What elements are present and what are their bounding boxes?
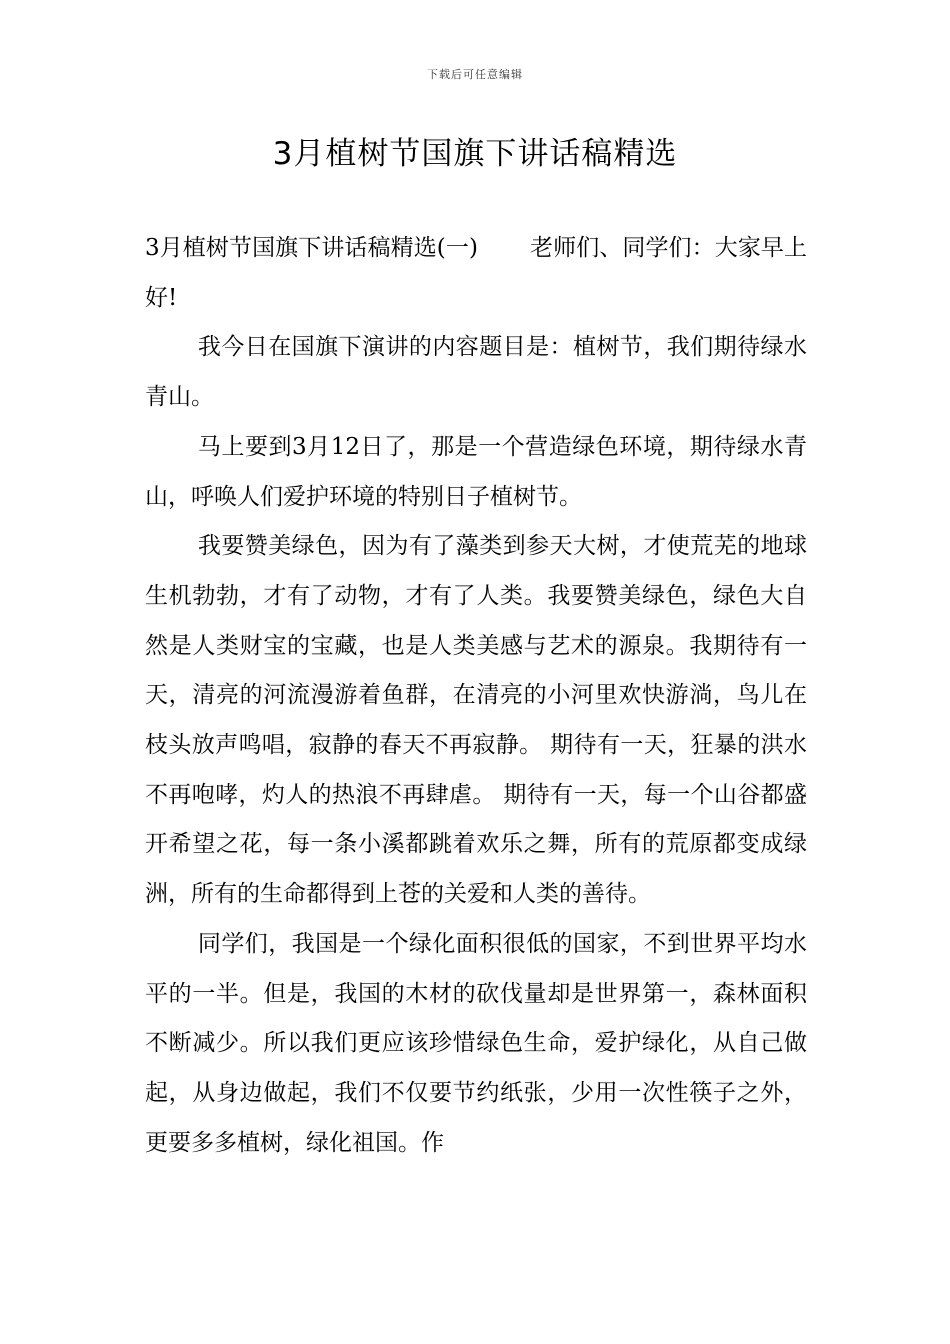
paragraph: 马上要到3月12日了，那是一个营造绿色环境，期待绿水青山，呼唤人们爱护环境的特别日子植树节。 xyxy=(145,433,807,510)
paragraph: 同学们，我国是一个绿化面积很低的国家，不到世界平均水平的一半。但是，我国的木材的砍伐量却是世界第一，森林面积不断减少。所以我们更应该珍惜绿色生命，爱护绿化，从自己做起，从身边做起，我们不仅要节约纸张，少用一次性筷子之外，更要多多植树，绿化祖国。作 xyxy=(145,930,807,1156)
greeting: 老师们、同学们：大家早上好! xyxy=(145,235,807,311)
header-note: 下载后可任意编辑 xyxy=(427,68,523,81)
document-title: 3月植树节国旗下讲话稿精选 xyxy=(272,136,678,172)
paragraph: 我今日在国旗下演讲的内容题目是：植树节，我们期待绿水青山。 xyxy=(145,334,807,411)
paragraph: 我要赞美绿色，因为有了藻类到参天大树，才使荒芜的地球生机勃勃，才有了动物，才有了人类。我要赞美绿色，绿色大自然是人类财宝的宝藏，也是人类美感与艺术的源泉。我期待有一天，清亮的河流漫游着鱼群，在清亮的小河里欢快游淌，鸟儿在枝头放声鸣唱，寂静的春天不再寂静。 期待有一天，狂暴的洪水不再咆哮，灼人的热浪不再肆虐。 期待有一天，每一个山谷都盛开希望之花，每一条小溪都跳着欢乐之舞，所有的荒原都变成绿洲，所有的生命都得到上苍的关爱和人类的善待。 xyxy=(145,533,807,908)
intro-paragraph xyxy=(145,224,807,323)
part-title: 3月植树节国旗下讲话稿精选(一) xyxy=(145,235,478,261)
document-body xyxy=(145,224,807,1168)
